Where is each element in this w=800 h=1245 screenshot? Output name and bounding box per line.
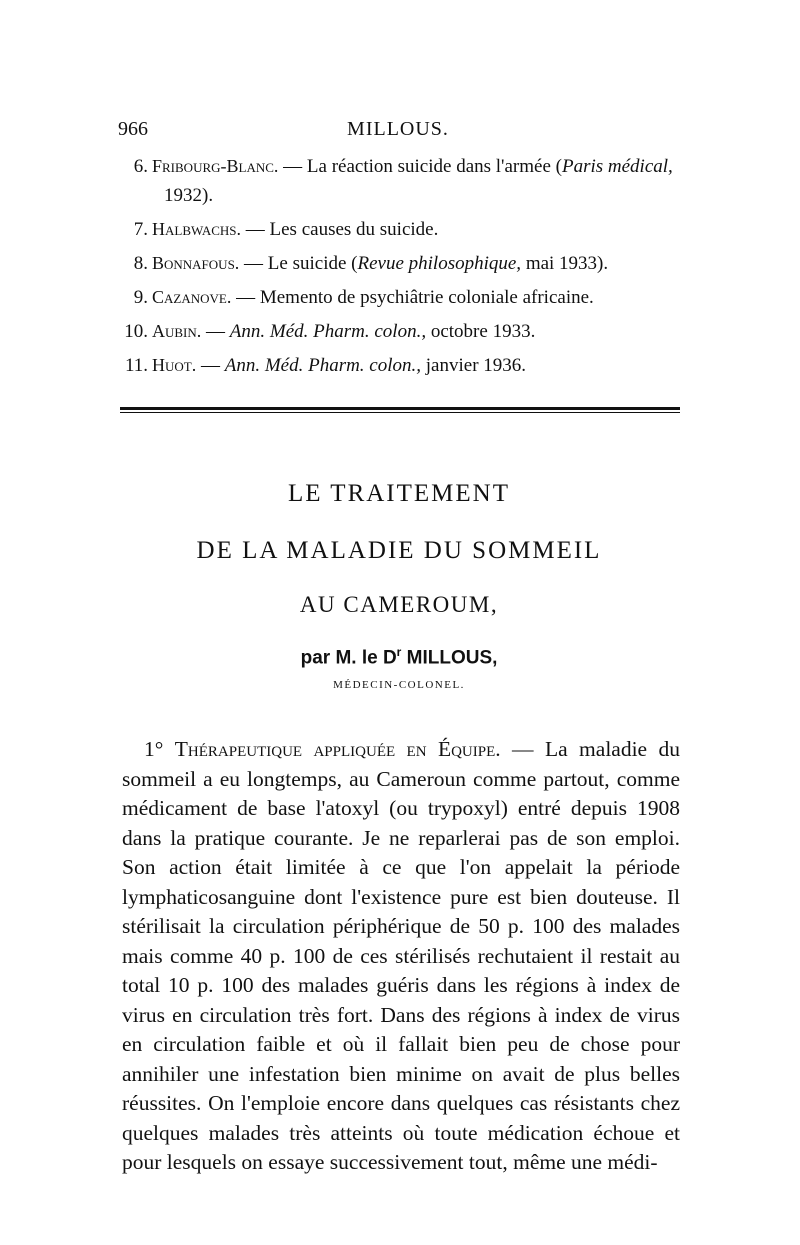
reference-author: Cazanove. [152, 287, 232, 307]
reference-text: — Les causes du suicide. [241, 219, 439, 240]
reference-author: Fribourg-Blanc. [152, 156, 279, 176]
reference-item [118, 215, 688, 244]
section-divider-thin [120, 412, 680, 413]
reference-item [118, 317, 688, 346]
reference-item [118, 283, 688, 312]
reference-author: Halbwachs. [152, 219, 242, 239]
reference-source: Revue philosophique, [357, 253, 522, 274]
reference-text: — Memento de psychiâtrie coloniale africaine. [231, 287, 594, 308]
reference-author: Huot. [152, 355, 197, 375]
reference-item [118, 351, 688, 380]
page-number: 966 [118, 118, 148, 140]
reference-text: — Le suicide ( [239, 253, 358, 274]
byline-prefix: par M. le D [300, 647, 397, 669]
reference-tail: janvier 1936. [421, 355, 527, 376]
byline-superscript: r [396, 645, 402, 659]
article-body-paragraph [122, 735, 680, 1178]
reference-list [118, 152, 688, 385]
reference-source: Paris médical, [561, 156, 673, 177]
byline-name: MILLOUS, [401, 647, 498, 669]
reference-text: — [201, 321, 230, 342]
reference-number: 8. [133, 253, 148, 274]
reference-text: — La réaction suicide dans l'armée ( [278, 156, 562, 177]
reference-number: 7. [133, 219, 148, 240]
reference-tail: mai 1933). [521, 253, 609, 274]
article-title-line-2: DE LA MALADIE DU SOMMEIL [196, 537, 602, 564]
reference-number: 6. [133, 156, 148, 177]
running-head [118, 118, 678, 146]
reference-item [118, 249, 688, 278]
article-title-line-3: AU CAMEROUM, [299, 592, 499, 617]
reference-tail: octobre 1933. [426, 321, 536, 342]
section-heading: Thérapeutique appliquée en Équipe. [174, 737, 501, 761]
reference-source: Ann. Méd. Pharm. colon., [229, 321, 427, 342]
reference-author: Bonnafous. [152, 253, 240, 273]
reference-number: 10. [124, 321, 148, 342]
section-divider [120, 407, 680, 410]
reference-tail: 1932). [164, 185, 214, 206]
article-title-line-1: LE TRAITEMENT [287, 480, 511, 507]
reference-item [118, 152, 688, 210]
author-byline [118, 645, 680, 669]
section-number: 1° [144, 737, 164, 761]
reference-author: Aubin. [152, 321, 202, 341]
author-rank: MÉDECIN-COLONEL. [333, 679, 465, 691]
reference-source: Ann. Méd. Pharm. colon., [224, 355, 422, 376]
running-title: MILLOUS. [347, 118, 449, 140]
reference-text: — [196, 355, 225, 376]
reference-number: 9. [133, 287, 148, 308]
body-text: — La maladie du sommeil a eu longtemps, au Cameroun comme partout, comme médicament de base l'atoxyl (ou trypoxyl) entré depuis 1908 dans la pratique courante. Je ne reparlerai pas de son emploi. Son action était limitée à ce que l'on appelait la période lymphaticosanguine dont l'existence pure est bien douteuse. Il stérilisait la circulation périphérique de 50 p. 100 des malades mais comme 40 p. 100 de ces stérilisés rechutaient il restait au total 10 p. 100 des malades guéris dans les régions à index de virus en circulation très fort. Dans des régions à index de virus en circulation faible et où il fallait bien peu de chose pour annihiler une infestation bien minime on avait de plus belles réussites. On l'emploie encore dans quelques cas résistants chez quelques malades très atteints où toute médication échoue et pour lesquels on essaye successivement tout, même une médi- [122, 737, 681, 1174]
reference-number: 11. [124, 355, 148, 376]
